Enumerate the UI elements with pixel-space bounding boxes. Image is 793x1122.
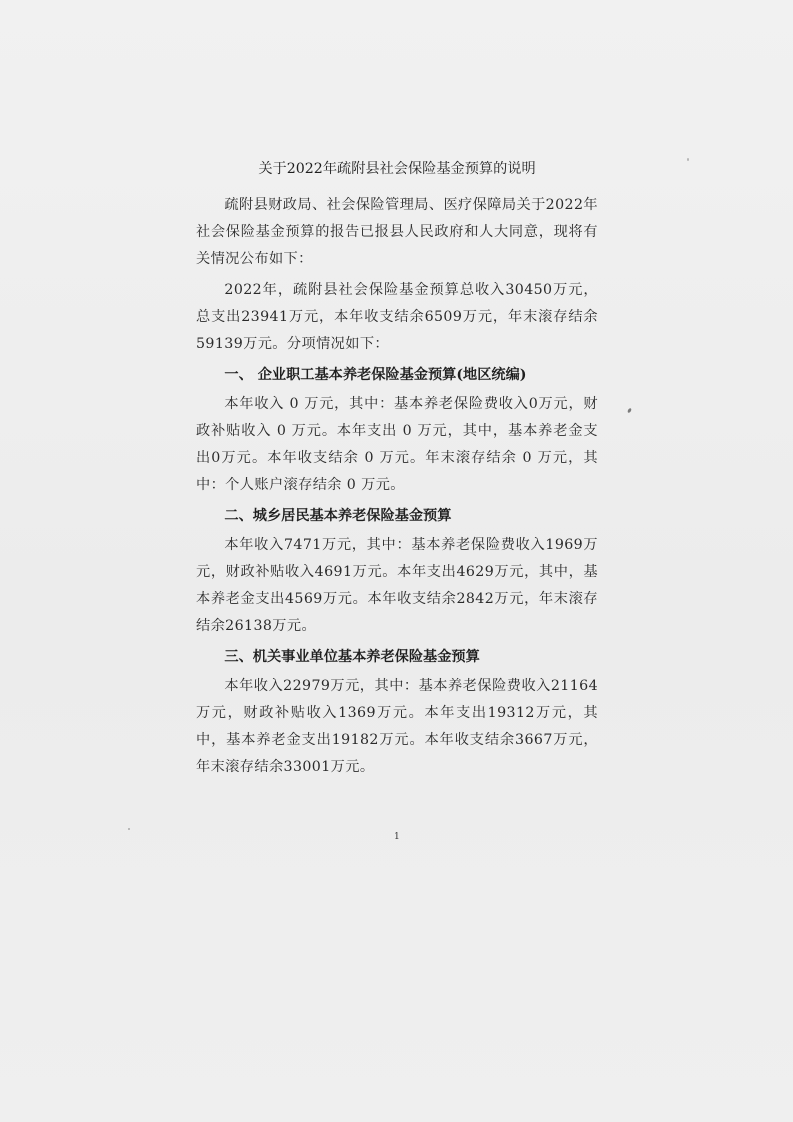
section-body: 本年收入7471万元，其中：基本养老保险费收入1969万元，财政补贴收入4691万元。本年支出4629万元，其中，基本养老金支出4569万元。本年收支结余2842万元，年末滚存结余26138万元。: [196, 537, 598, 634]
scan-speck: [687, 158, 689, 161]
scan-speck: [627, 408, 632, 414]
section-heading: 二、城乡居民基本养老保险基金预算: [224, 508, 452, 524]
section-body: 本年收入 0 万元，其中：基本养老保险费收入0万元，财政补贴收入 0 万元。本年支出 0 万元，其中，基本养老金支出0万元。本年收支结余 0 万元。年末滚存结余 0 万元，其中：个人账户滚存结余 0 万元。: [196, 396, 598, 493]
section-body: 本年收入22979万元，其中：基本养老保险费收入21164万元，财政补贴收入1369万元。本年支出19312万元，其中，基本养老金支出19182万元。本年收支结余3667万元，年末滚存结余33001万元。: [196, 678, 598, 775]
summary-paragraph: 2022年，疏附县社会保险基金预算总收入30450万元，总支出23941万元，本年收支结余6509万元，年末滚存结余59139万元。分项情况如下：: [196, 282, 598, 352]
intro-paragraph: 疏附县财政局、社会保险管理局、医疗保障局关于2022年社会保险基金预算的报告已报县人民政府和人大同意，现将有关情况公布如下：: [196, 197, 598, 267]
section-heading: 一、 企业职工基本养老保险基金预算(地区统编): [224, 367, 527, 383]
document-title: 关于2022年疏附县社会保险基金预算的说明: [258, 161, 536, 177]
page-number: 1: [394, 832, 400, 842]
scan-speck: [128, 828, 130, 830]
section-enterprise-pension: [196, 362, 598, 499]
section-institution-pension: [196, 644, 598, 781]
section-urban-rural-pension: [196, 503, 598, 640]
document-body: [196, 158, 598, 785]
section-heading: 三、机关事业单位基本养老保险基金预算: [224, 649, 480, 665]
